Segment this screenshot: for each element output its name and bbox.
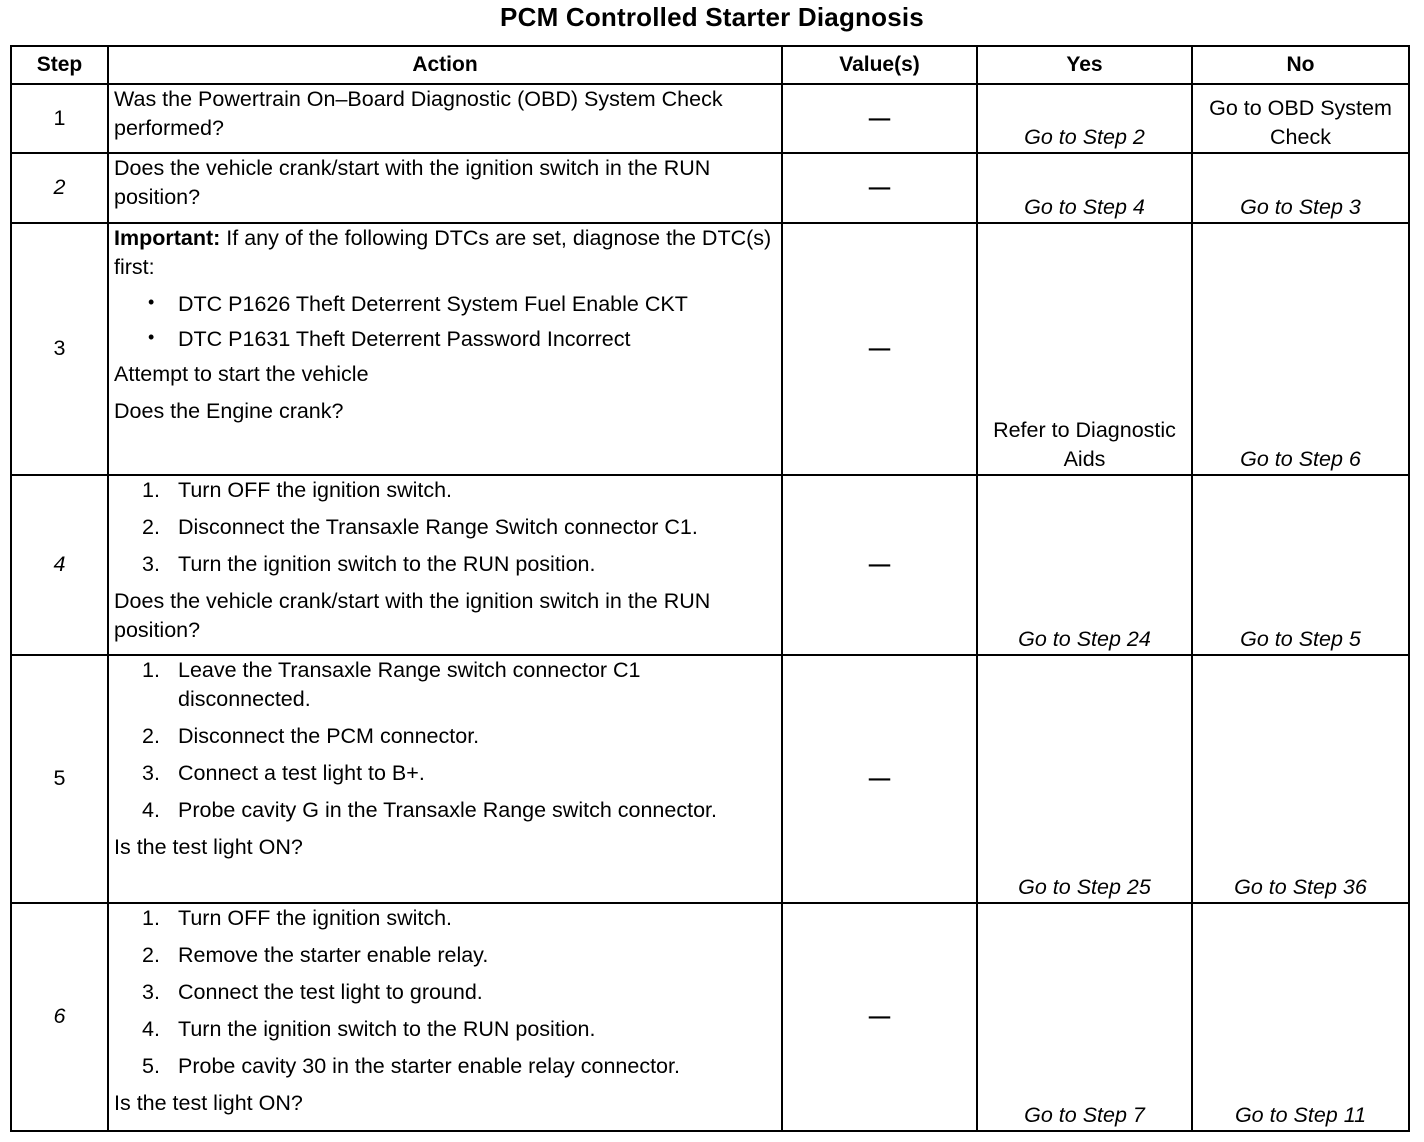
action-question: Does the vehicle crank/start with the ignition switch in the RUN position? (114, 156, 711, 210)
list-item: 4. Probe cavity G in the Transaxle Range switch connector. (142, 798, 717, 823)
action-question: Is the test light ON? (114, 835, 303, 860)
list-item: 2. Remove the starter enable relay. (142, 943, 489, 968)
list-item: 3. Connect a test light to B+. (142, 761, 425, 786)
list-item: 1. Turn OFF the ignition switch. (142, 478, 453, 502)
no-cell: Go to Step 5 (1192, 475, 1409, 655)
action-question: Is the test light ON? (114, 1091, 303, 1116)
list-item: 1. Leave the Transaxle Range switch connector C1 disconnected. (142, 658, 641, 712)
table-header-row (11, 46, 1409, 84)
list-item: 2. Disconnect the Transaxle Range Switch connector C1. (142, 515, 698, 540)
value-cell: — (782, 655, 977, 903)
list-item: 2. Disconnect the PCM connector. (142, 724, 480, 749)
action-cell (108, 153, 782, 223)
step-number: 6 (11, 903, 108, 1131)
action-cell (108, 655, 782, 903)
value-cell: — (782, 903, 977, 1131)
list-item: 1. Turn OFF the ignition switch. (142, 906, 453, 930)
action-cell (108, 84, 782, 153)
dtc-list (114, 290, 776, 354)
value-cell: — (782, 84, 977, 153)
action-question: Does the Engine crank? (114, 399, 344, 424)
table-row-step-1 (11, 84, 1409, 153)
yes-cell: Refer to Diagnostic Aids (977, 223, 1192, 475)
table-row-step-2 (11, 153, 1409, 223)
list-item: • DTC P1631 Theft Deterrent Password Incorrect (114, 325, 776, 354)
yes-cell: Go to Step 24 (977, 475, 1192, 655)
value-cell: — (782, 475, 977, 655)
table-row-step-3 (11, 223, 1409, 475)
list-item: 4. Turn the ignition switch to the RUN position. (142, 1017, 596, 1042)
important-label: Important: (114, 226, 221, 250)
no-cell: Go to Step 6 (1192, 223, 1409, 475)
no-cell: Go to OBD System Check (1192, 84, 1409, 153)
step-number: 5 (11, 655, 108, 903)
header-values: Value(s) (782, 46, 977, 84)
step-number: 3 (11, 223, 108, 475)
header-no: No (1192, 46, 1409, 84)
list-item: • DTC P1626 Theft Deterrent System Fuel Enable CKT (114, 290, 776, 319)
yes-cell: Go to Step 25 (977, 655, 1192, 903)
header-step: Step (11, 46, 108, 84)
procedure-list (114, 904, 776, 1081)
step-number: 1 (11, 84, 108, 153)
header-action: Action (108, 46, 782, 84)
action-cell (108, 475, 782, 655)
step-number: 2 (11, 153, 108, 223)
no-cell: Go to Step 3 (1192, 153, 1409, 223)
action-cell (108, 223, 782, 475)
diagnosis-table (10, 45, 1410, 1132)
important-note (114, 224, 776, 282)
header-yes: Yes (977, 46, 1192, 84)
list-item: 3. Connect the test light to ground. (142, 980, 483, 1005)
action-cell (108, 903, 782, 1131)
yes-cell: Go to Step 2 (977, 84, 1192, 153)
step-number: 4 (11, 475, 108, 655)
table-row-step-6 (11, 903, 1409, 1131)
list-item: 3. Turn the ignition switch to the RUN position. (142, 552, 596, 577)
action-question: Does the vehicle crank/start with the ignition switch in the RUN position? (114, 589, 711, 643)
table-row-step-5 (11, 655, 1409, 903)
action-line: Attempt to start the vehicle (114, 362, 369, 387)
yes-cell: Go to Step 7 (977, 903, 1192, 1131)
yes-cell: Go to Step 4 (977, 153, 1192, 223)
value-cell: — (782, 223, 977, 475)
table-row-step-4 (11, 475, 1409, 655)
no-cell: Go to Step 11 (1192, 903, 1409, 1131)
list-item: 5. Probe cavity 30 in the starter enable relay connector. (142, 1054, 680, 1079)
value-cell: — (782, 153, 977, 223)
no-cell: Go to Step 36 (1192, 655, 1409, 903)
procedure-list (114, 476, 776, 579)
important-text: If any of the following DTCs are set, diagnose the DTC(s) first: (114, 226, 772, 280)
page-title: PCM Controlled Starter Diagnosis (500, 2, 924, 32)
procedure-list (114, 656, 776, 825)
action-question: Was the Powertrain On–Board Diagnostic (OBD) System Check performed? (114, 87, 723, 141)
